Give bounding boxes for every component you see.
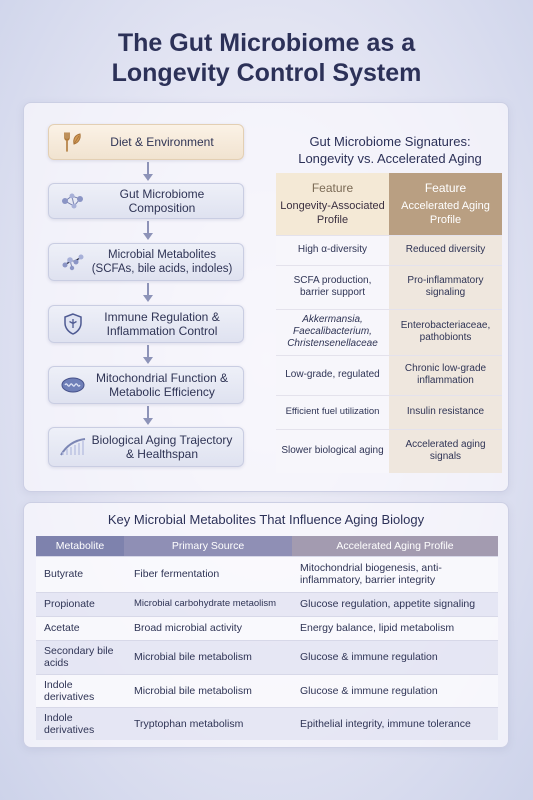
table-row: Propionate Microbial carbohydrate metaolism Glucose regulation, appetite signaling [36, 592, 498, 616]
flow-step-composition [48, 183, 244, 219]
fork-leaf-icon [59, 128, 87, 156]
table-row: Akkermansia, Faecalibacterium, Christensenellaceae Enterobacteriaceae, pathobionts [276, 309, 502, 355]
column-header: Accelerated Aging Profile [292, 536, 498, 556]
table-row: Slower biological aging Accelerated aging signals [276, 429, 502, 473]
metabolites-table [36, 536, 498, 740]
column-header: Metabolite [36, 536, 124, 556]
flow-step-diet [48, 124, 244, 160]
flow-label: Diet & Environment [110, 135, 214, 149]
mitochondria-icon [59, 371, 87, 399]
flow-step-metabolites [48, 243, 244, 281]
table-row: High α-diversity Reduced diversity [276, 235, 502, 265]
signatures-title: Gut Microbiome Signatures: Longevity vs. Accelerated Aging [298, 134, 482, 166]
flow-arrow [143, 283, 153, 303]
shield-icon [59, 310, 87, 338]
column-header: Primary Source [124, 536, 292, 556]
longevity-header: Feature Longevity-Associated Profile [276, 173, 389, 235]
aging-header: Feature Accelerated Aging Profile [389, 173, 502, 235]
flow-label: Biological Aging Trajectory & Healthspan [91, 433, 233, 461]
table-row: Butyrate Fiber fermentation Mitochondrial biogenesis, anti-inflammatory, barrier integrity [36, 556, 498, 592]
molecule-icon [59, 248, 87, 276]
microbe-network-icon [59, 187, 87, 215]
table-row: SCFA production, barrier support Pro-inflammatory signaling [276, 265, 502, 309]
flow-arrow [143, 162, 153, 182]
flow-step-immune [48, 305, 244, 343]
table-row: Efficient fuel utilization Insulin resistance [276, 395, 502, 429]
flow-label: Mitochondrial Function & Metabolic Efficiency [95, 371, 229, 399]
flow-step-mitochondria [48, 366, 244, 404]
flow-arrow [143, 221, 153, 241]
flow-step-aging-trajectory [48, 427, 244, 467]
flow-label: Microbial Metabolites (SCFAs, bile acids, indoles) [91, 249, 233, 275]
table-row: Indole derivatives Tryptophan metabolism Epithelial integrity, immune tolerance [36, 707, 498, 740]
page-title: The Gut Microbiome as a Longevity Control System [111, 29, 422, 87]
flow-label: Gut Microbiome Composition [119, 187, 205, 215]
flow-label: Immune Regulation & Inflammation Control [104, 310, 220, 338]
table-row: Secondary bile acids Microbial bile metabolism Glucose & immune regulation [36, 640, 498, 674]
table-row: Indole derivatives Microbial bile metabolism Glucose & immune regulation [36, 674, 498, 707]
metabolites-title: Key Microbial Metabolites That Influence Aging Biology [107, 512, 425, 527]
table-row: Low-grade, regulated Chronic low-grade inflammation [276, 355, 502, 395]
table-row: Acetate Broad microbial activity Energy balance, lipid metabolism [36, 616, 498, 640]
trajectory-icon [59, 433, 87, 461]
flow-arrow [143, 345, 153, 365]
signatures-table [276, 173, 502, 473]
flow-arrow [143, 406, 153, 426]
